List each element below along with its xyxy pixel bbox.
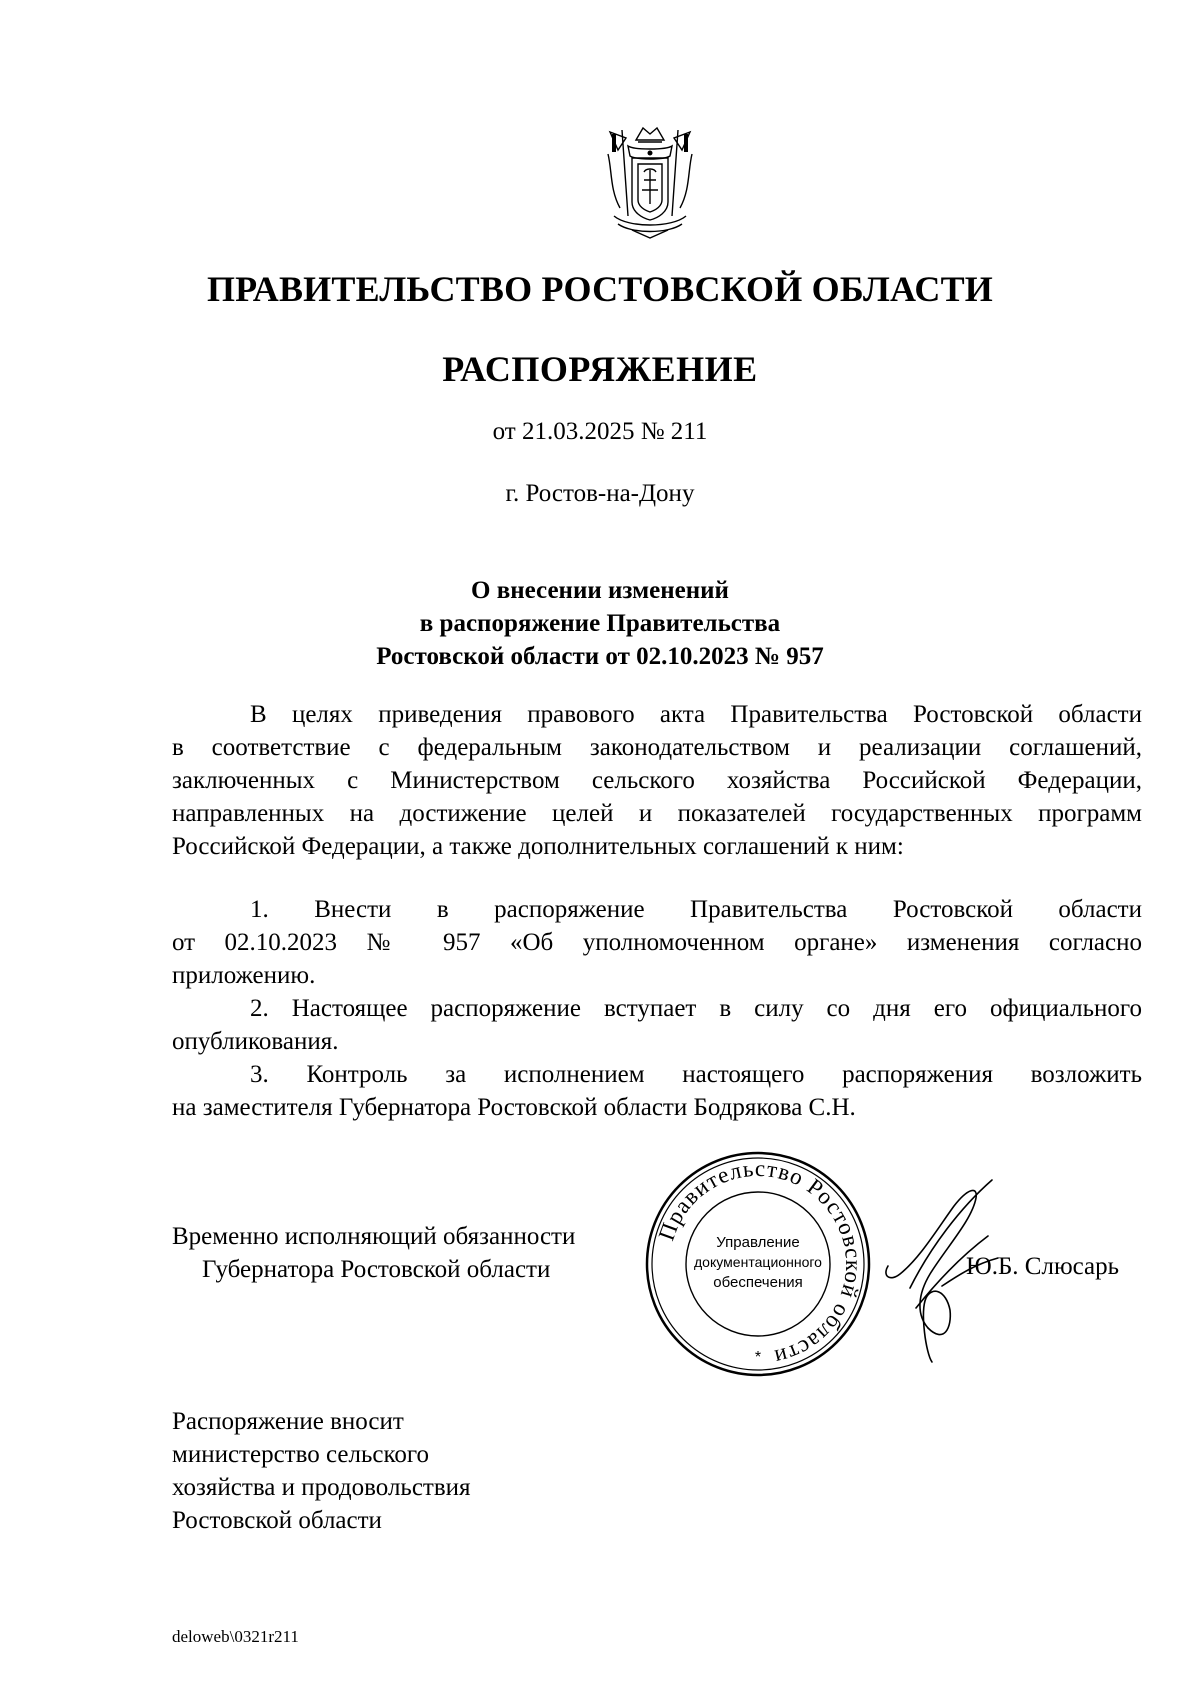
submitted-by-line: министерство сельского [172, 1441, 429, 1468]
decision-items [172, 893, 1142, 1124]
submitted-by [172, 1405, 471, 1537]
official-seal [644, 1150, 872, 1378]
document-date-number: от 21.03.2025 № 211 [492, 418, 708, 445]
text-line: на заместителя Губернатора Ростовской области Бодрякова С.Н. [172, 1094, 856, 1121]
text-line: 1. Внести в распоряжение Правительства Ростовской области [250, 896, 1142, 923]
text-line: заключенных с Министерством сельского хозяйства Российской Федерации, [172, 767, 1142, 794]
text-line: 3. Контроль за исполнением настоящего распоряжения возложить [250, 1061, 1142, 1088]
preamble-paragraph [172, 698, 1142, 863]
text-line: в соответствие с федеральным законодательством и реализации соглашений, [172, 734, 1142, 761]
subject-line: О внесении изменений [471, 577, 729, 604]
coat-of-arms-icon [598, 120, 702, 242]
text-line: от 02.10.2023 № 957 «Об уполномоченном органе» изменения согласно [172, 929, 1142, 956]
seal-center-line: обеспечения [713, 1274, 803, 1291]
seal-center-line: документационного [694, 1254, 823, 1270]
text-line: опубликования. [172, 1028, 339, 1055]
seal-star: * [754, 1349, 762, 1366]
document-city: г. Ростов-на-Дону [505, 480, 695, 507]
decision-item-3 [172, 1058, 1142, 1124]
seal-center-line: Управление [716, 1234, 800, 1251]
signer-position-line: Губернатора Ростовской области [202, 1256, 551, 1283]
submitted-by-line: Ростовской области [172, 1507, 382, 1534]
organization-title: ПРАВИТЕЛЬСТВО РОСТОВСКОЙ ОБЛАСТИ [206, 269, 994, 309]
decision-item-1 [172, 893, 1142, 992]
footer-code: deloweb\0321r211 [172, 1627, 299, 1646]
subject-line: Ростовской области от 02.10.2023 № 957 [376, 643, 824, 670]
submitted-by-line: хозяйства и продовольствия [172, 1474, 471, 1501]
signer-name: Ю.Б. Слюсарь [966, 1253, 1120, 1280]
signer-position-line: Временно исполняющий обязанности [172, 1223, 576, 1250]
document-type: РАСПОРЯЖЕНИЕ [442, 349, 758, 389]
subject-line: в распоряжение Правительства [419, 610, 781, 637]
text-line: приложению. [172, 962, 316, 989]
seal-ring-text: Правительство Ростовской области [653, 1155, 867, 1371]
document-subject [0, 574, 1200, 673]
text-line: 2. Настоящее распоряжение вступает в силу со дня его официального [250, 995, 1142, 1022]
text-line: Российской Федерации, а также дополнительных соглашений к ним: [172, 833, 904, 860]
text-line: направленных на достижение целей и показателей государственных программ [172, 800, 1142, 827]
text-line: В целях приведения правового акта Правительства Ростовской области [250, 701, 1142, 728]
signer-position [172, 1220, 575, 1286]
decision-item-2 [172, 992, 1142, 1058]
submitted-by-line: Распоряжение вносит [172, 1408, 404, 1435]
